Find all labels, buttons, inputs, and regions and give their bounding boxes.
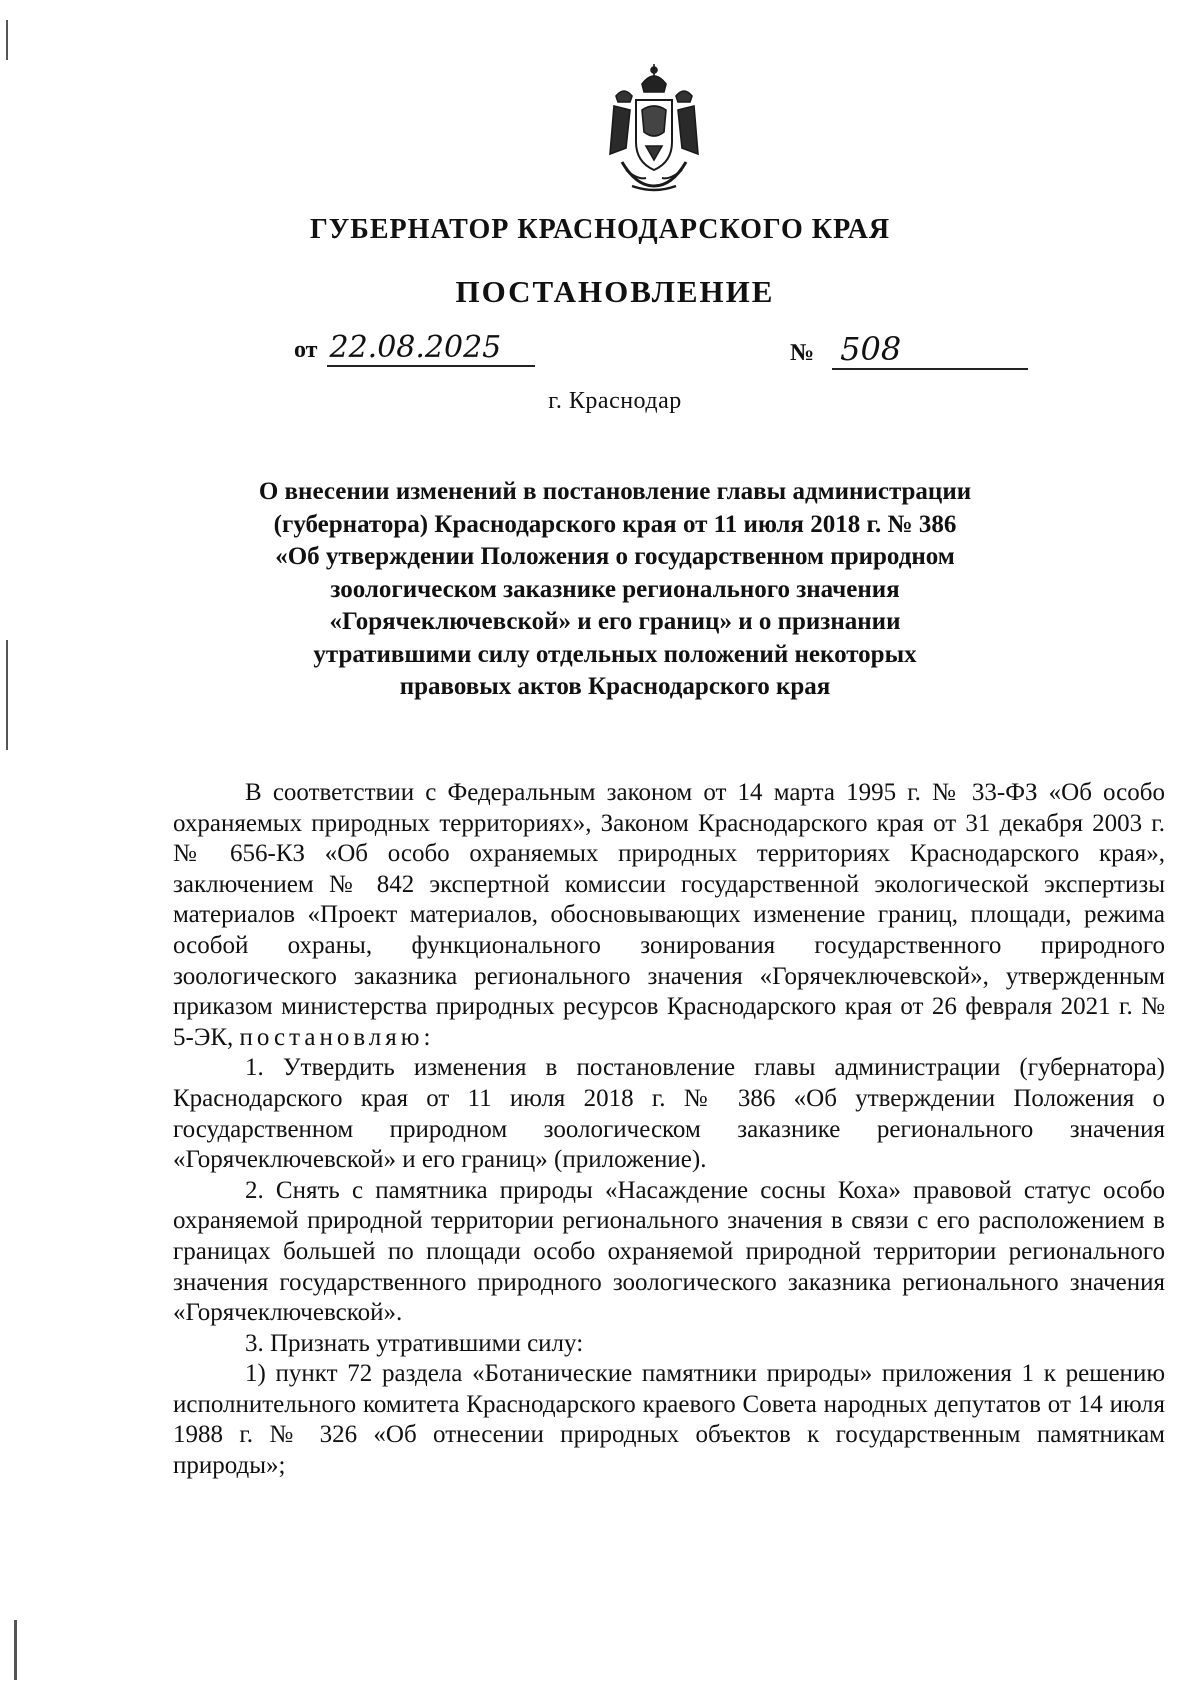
krasnodar-coat-of-arms-icon <box>602 62 706 194</box>
subject-line: зоологическом заказнике регионального значения <box>330 575 900 603</box>
date-line <box>294 330 535 367</box>
number-prefix: № <box>790 340 815 366</box>
city: г. Краснодар <box>548 388 682 414</box>
subject-line: «Об утверждении Положения о государственном природном <box>275 543 955 570</box>
scan-margin-mark <box>6 640 8 750</box>
date-prefix: от <box>294 337 318 363</box>
subject-line: (губернатора) Краснодарского края от 11 июля 2018 г. № 386 <box>273 510 957 538</box>
document-body <box>173 778 1165 1482</box>
number-value: 508 <box>832 330 1028 370</box>
subject-line: О внесении изменений в постановление главы администрации <box>258 478 972 505</box>
scan-margin-mark <box>6 20 8 60</box>
date-value: 22.08.2025 <box>327 330 535 367</box>
resolve-word: постановляю: <box>239 1023 435 1051</box>
scan-margin-mark <box>14 1620 17 1680</box>
item-1: 1. Утвердить изменения в постановление главы администрации (губернатора) Краснодарского края от 11 июля 2018 г. № 386 «Об утверждении Положения о государственном природном зоологическом заказнике регионального значения «Горячеключевской» и его границ» (приложение). <box>173 1054 1165 1174</box>
item-3: 3. Признать утратившими силу: <box>245 1329 584 1357</box>
authority-title: ГУБЕРНАТОР КРАСНОДАРСКОГО КРАЯ <box>309 214 891 245</box>
item-3-1: 1) пункт 72 раздела «Ботанические памятники природы» приложения 1 к решению исполнительного комитета Краснодарского краевого Совета народных депутатов от 14 июля 1988 г. № 326 «Об отнесении природных объектов к государственным памятникам природы»; <box>173 1360 1165 1480</box>
preamble-paragraph <box>173 778 1165 1053</box>
subject-line: утратившими силу отдельных положений некоторых <box>313 640 917 668</box>
item-2: 2. Снять с памятника природы «Насаждение сосны Коха» правовой статус особо охраняемой природной территории регионального значения в связи с его расположением в границах большей по площади особо охраняемой природной территории регионального значения государственного природного зоологического заказника регионального значения «Горячеключевской». <box>173 1176 1165 1327</box>
document-type: ПОСТАНОВЛЕНИЕ <box>455 274 775 309</box>
number-line <box>790 330 1028 370</box>
subject-line: правовых актов Краснодарского края <box>399 673 831 700</box>
preamble-text: В соответствии с Федеральным законом от 14 марта 1995 г. № 33-ФЗ «Об особо охраняемых природных территориях», Законом Краснодарского края от 31 декабря 2003 г. № 656-КЗ «Об особо охраняемых природных территориях Краснодарского края», заключением № 842 экспертной комиссии государственной экологической экспертизы материалов «Проект материалов, обосновывающих изменение границ, площади, режима особой охраны, функционального зонирования государственного природного зоологического заказника регионального значения «Горячеключевской», утвержденным приказом министерства природных ресурсов Краснодарского края от 26 февраля 2021 г. № 5-ЭК, <box>173 779 1165 1051</box>
subject-line: «Горячеключевской» и его границ» и о признании <box>329 608 901 635</box>
subject-title <box>230 476 1000 704</box>
